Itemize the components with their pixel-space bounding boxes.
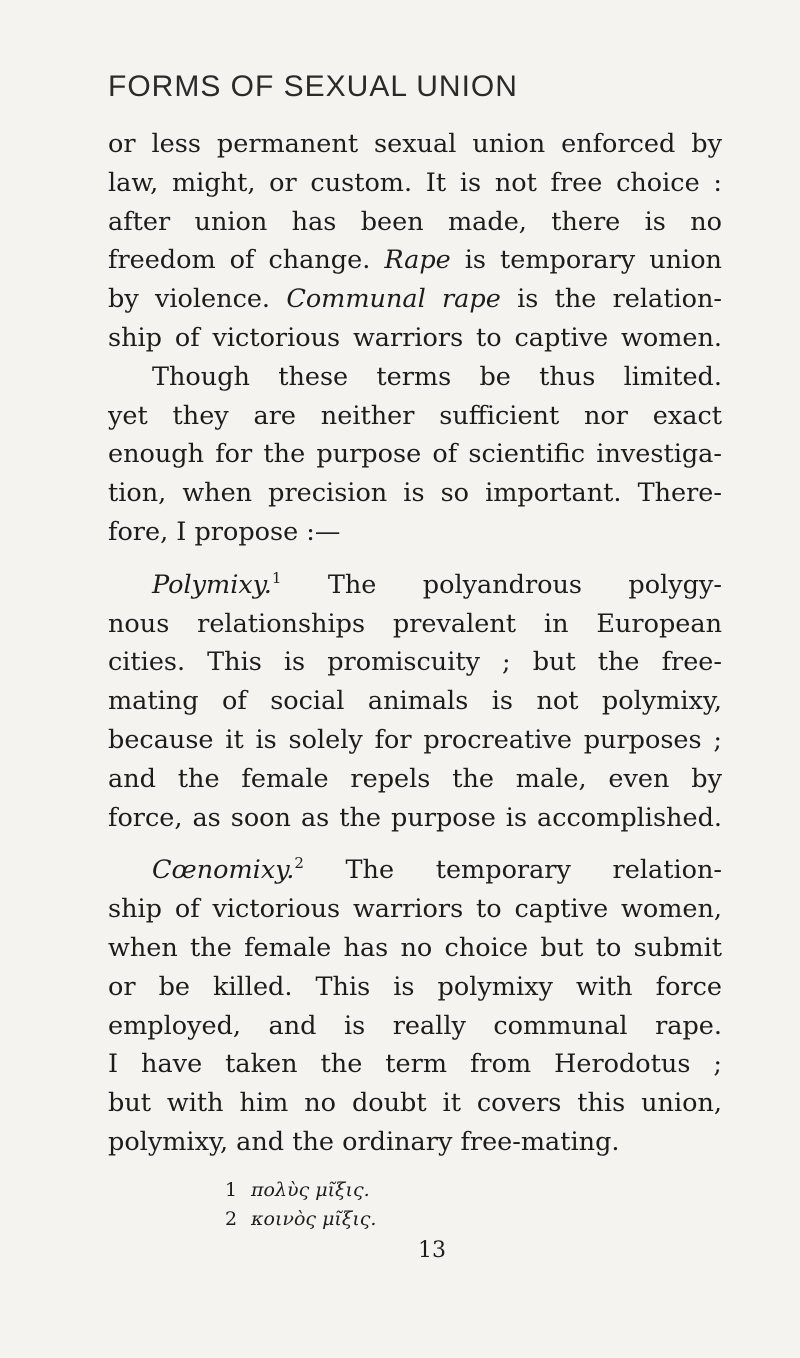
footnote-text: πολὺς μῖξις. [251,1179,370,1201]
text-line [108,243,722,277]
text-fragment: The polyandrous polygy- [327,570,722,600]
defined-term-rape: Rape [384,245,451,275]
text-line: cities. This is promiscuity ; but the free- [108,647,722,677]
text-line: or be killed. This is polymixy with force [108,972,722,1002]
text-line [152,853,722,887]
text-fragment: freedom of change. [108,245,371,275]
text-line: ship of victorious warriors to captive women. [108,323,722,353]
text-line [152,568,722,602]
text-line: but with him no doubt it covers this union, [108,1088,722,1118]
defined-term-coenomixy: Cœnomixy. [152,855,295,885]
text-line: force, as soon as the purpose is accomplished. [108,803,722,833]
text-fragment: The temporary relation- [345,855,722,885]
text-line: when the female has no choice but to submit [108,933,722,963]
footnote-text: κοινὸς μῖξις. [251,1208,377,1230]
text-line: I have taken the term from Herodotus ; [108,1049,722,1079]
text-line: employed, and is really communal rape. [108,1011,722,1041]
text-line: nous relationships prevalent in European [108,609,722,639]
text-line: or less permanent sexual union enforced by [108,129,722,159]
defined-term-polymixy: Polymixy. [152,570,272,600]
text-line: fore, I propose :— [108,517,341,547]
text-line: after union has been made, there is no [108,207,722,237]
text-line: and the female repels the male, even by [108,764,722,794]
text-fragment: is temporary union [464,245,722,275]
text-fragment: is the relation- [517,284,723,314]
page-number: 13 [418,1238,446,1263]
text-line: enough for the purpose of scientific investiga- [108,439,722,469]
text-line: polymixy, and the ordinary free-mating. [108,1127,620,1157]
footnote-number: 1 [225,1179,238,1201]
footnote-2 [225,1207,376,1231]
text-line [108,282,722,316]
text-line: mating of social animals is not polymixy, [108,686,722,716]
text-line: ship of victorious warriors to captive women, [108,894,722,924]
footnote-ref: 1 [271,569,282,587]
text-line: yet they are neither sufficient nor exact [108,401,722,431]
text-fragment: by violence. [108,284,271,314]
footnote-number: 2 [225,1208,238,1230]
footnote-1 [225,1178,370,1202]
text-line: tion, when precision is so important. There- [108,478,722,508]
text-line: because it is solely for procreative purposes ; [108,725,722,755]
text-line: law, might, or custom. It is not free choice : [108,168,722,198]
running-head: FORMS OF SEXUAL UNION [108,70,518,103]
defined-term-communal-rape: Communal rape [286,284,501,314]
text-line: Though these terms be thus limited. [152,362,722,392]
footnote-ref: 2 [294,854,304,872]
